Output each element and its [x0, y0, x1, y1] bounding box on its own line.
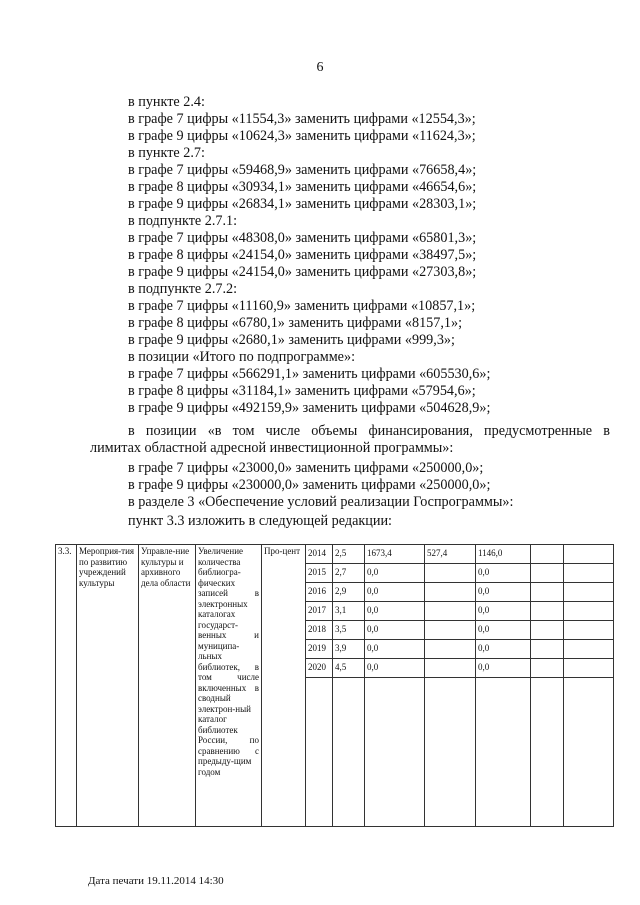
text-line: в графе 7 цифры «11160,9» заменить цифрами «10857,1»;: [128, 298, 476, 314]
empty-cell: [531, 678, 564, 827]
text-line: в графе 7 цифры «11554,3» заменить цифрами «12554,3»;: [128, 111, 476, 127]
year-cell: 2014: [306, 545, 333, 564]
year-cell: 2020: [306, 659, 333, 678]
value-cell: 0,0: [476, 564, 531, 583]
text-line: в графе 9 цифры «492159,9» заменить цифрами «504628,9»;: [128, 400, 491, 416]
empty-cell: [365, 678, 425, 827]
text-line: в графе 7 цифры «59468,9» заменить цифрами «76658,4»;: [128, 162, 477, 178]
text-line: в графе 9 цифры «2680,1» заменить цифрами «999,3»;: [128, 332, 455, 348]
unit-cell: Про-цент: [262, 545, 306, 827]
value-cell: [564, 545, 614, 564]
text-line: в графе 7 цифры «23000,0» заменить цифрами «250000,0»;: [128, 460, 484, 476]
value-cell: [564, 621, 614, 640]
text-line: в графе 9 цифры «24154,0» заменить цифрами «27303,8»;: [128, 264, 477, 280]
word: предусмотренные: [484, 423, 593, 439]
text-line: в пункте 2.4:: [128, 94, 205, 110]
position-line-cont: лимитах областной адресной инвестиционной программы»:: [90, 440, 454, 456]
text-line: в подпункте 2.7.2:: [128, 281, 238, 297]
value-cell: [531, 621, 564, 640]
value-cell: 0,0: [476, 640, 531, 659]
text-line: пункт 3.3 изложить в следующей редакции:: [128, 513, 392, 529]
item-number-cell: 3.3.: [56, 545, 77, 827]
value-cell: [425, 583, 476, 602]
text-line: в графе 9 цифры «230000,0» заменить цифрами «250000,0»;: [128, 477, 491, 493]
position-line: [90, 423, 610, 440]
value-cell: [531, 640, 564, 659]
percent-cell: 4,5: [333, 659, 365, 678]
text-line: в графе 7 цифры «48308,0» заменить цифрами «65801,3»;: [128, 230, 477, 246]
empty-cell: [306, 678, 333, 827]
print-date-footer: Дата печати 19.11.2014 14:30: [88, 875, 224, 887]
value-cell: 0,0: [365, 659, 425, 678]
value-cell: 527,4: [425, 545, 476, 564]
value-cell: [531, 602, 564, 621]
value-cell: 0,0: [476, 659, 531, 678]
percent-cell: 2,5: [333, 545, 365, 564]
text-line: в позиции «Итого по подпрограмме»:: [128, 349, 356, 365]
year-cell: 2015: [306, 564, 333, 583]
value-cell: [425, 659, 476, 678]
value-cell: [531, 545, 564, 564]
word: в: [603, 423, 610, 439]
word: «в: [207, 423, 222, 439]
value-cell: [531, 659, 564, 678]
word: позиции: [145, 423, 197, 439]
year-cell: 2017: [306, 602, 333, 621]
text-line: в графе 9 цифры «10624,3» заменить цифрами «11624,3»;: [128, 128, 476, 144]
empty-cell: [333, 678, 365, 827]
text-line: в графе 8 цифры «31184,1» заменить цифрами «57954,6»;: [128, 383, 476, 399]
indicator-cell: Увеличение количества библиогра-фических записей в электронных каталогах государст-венных и муниципа-льных библиотек, в том числе включенных в сводный электрон-ный каталог библиотек России, по сравнению с предыду-щим годом: [196, 545, 262, 827]
word: объемы: [311, 423, 358, 439]
executor-cell: Управле-ние культуры и архивного дела области: [139, 545, 196, 827]
event-cell: Мероприя-тия по развитию учреждений культуры: [77, 545, 139, 827]
value-cell: [531, 564, 564, 583]
value-cell: 0,0: [365, 621, 425, 640]
percent-cell: 3,5: [333, 621, 365, 640]
word: том: [232, 423, 255, 439]
text-line: в графе 8 цифры «24154,0» заменить цифрами «38497,5»;: [128, 247, 477, 263]
word: в: [128, 423, 135, 439]
year-cell: 2016: [306, 583, 333, 602]
value-cell: [564, 602, 614, 621]
year-cell: 2018: [306, 621, 333, 640]
value-cell: 0,0: [365, 602, 425, 621]
empty-cell: [476, 678, 531, 827]
text-line: в графе 8 цифры «6780,1» заменить цифрами «8157,1»;: [128, 315, 463, 331]
text-line: в графе 8 цифры «30934,1» заменить цифрами «46654,6»;: [128, 179, 477, 195]
text-line: в подпункте 2.7.1:: [128, 213, 238, 229]
percent-cell: 3,1: [333, 602, 365, 621]
percent-cell: 2,7: [333, 564, 365, 583]
text-line: в графе 7 цифры «566291,1» заменить цифрами «605530,6»;: [128, 366, 491, 382]
text-line: в графе 9 цифры «26834,1» заменить цифрами «28303,1»;: [128, 196, 477, 212]
value-cell: [425, 564, 476, 583]
page-number: 6: [316, 60, 324, 75]
percent-cell: 3,9: [333, 640, 365, 659]
percent-cell: 2,9: [333, 583, 365, 602]
table-row: [56, 545, 614, 564]
value-cell: 0,0: [365, 583, 425, 602]
empty-cell: [425, 678, 476, 827]
word: финансирования,: [368, 423, 473, 439]
value-cell: [425, 602, 476, 621]
word: числе: [265, 423, 301, 439]
program-table: [55, 544, 614, 827]
value-cell: [564, 564, 614, 583]
value-cell: 0,0: [365, 640, 425, 659]
empty-cell: [564, 678, 614, 827]
value-cell: [564, 583, 614, 602]
text-line: в пункте 2.7:: [128, 145, 205, 161]
value-cell: 1673,4: [365, 545, 425, 564]
value-cell: 0,0: [476, 583, 531, 602]
value-cell: 0,0: [476, 602, 531, 621]
value-cell: [425, 621, 476, 640]
year-cell: 2019: [306, 640, 333, 659]
text-line: в разделе 3 «Обеспечение условий реализации Госпрограммы»:: [128, 494, 514, 510]
value-cell: [564, 659, 614, 678]
value-cell: [425, 640, 476, 659]
value-cell: [564, 640, 614, 659]
value-cell: 1146,0: [476, 545, 531, 564]
value-cell: 0,0: [365, 564, 425, 583]
value-cell: 0,0: [476, 621, 531, 640]
value-cell: [531, 583, 564, 602]
